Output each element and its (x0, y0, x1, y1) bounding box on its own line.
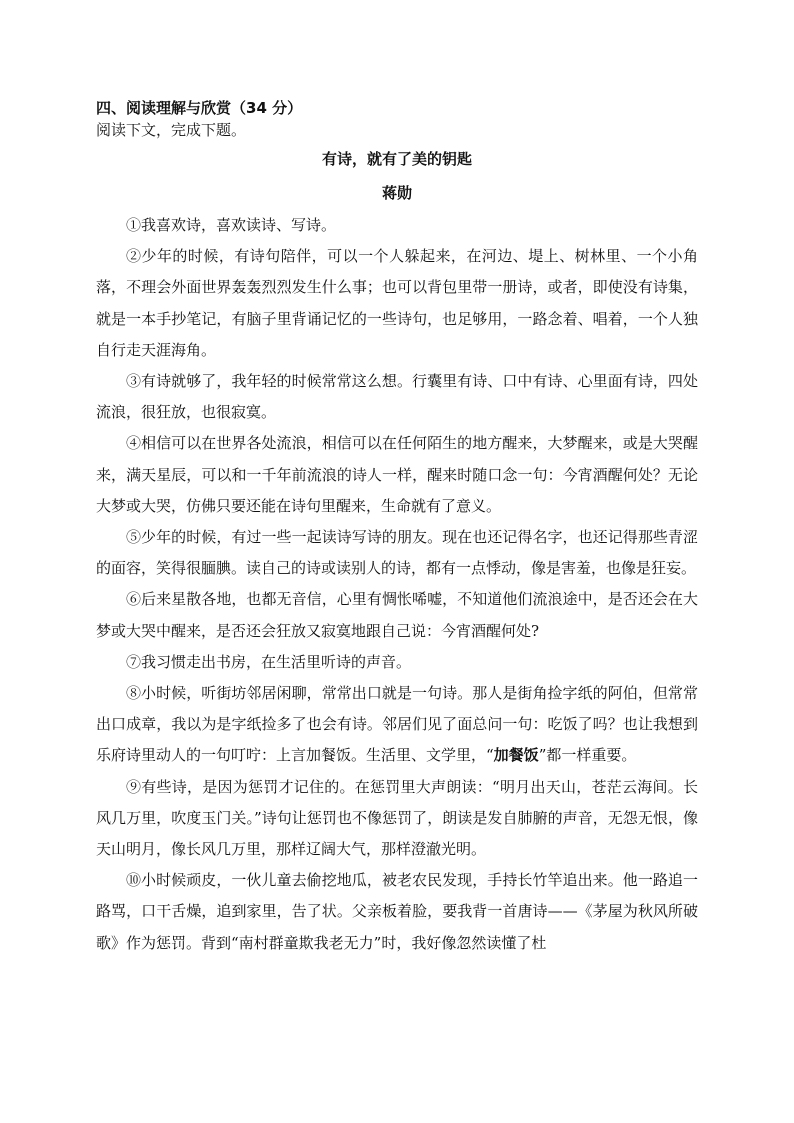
article-body (96, 210, 698, 959)
paragraph-3: ③有诗就够了，我年轻的时候常常这么想。行囊里有诗、口中有诗、心里面有诗，四处流浪，很狂放，也很寂寞。 (96, 372, 698, 422)
paragraph-10: ⑩小时候顽皮，一伙儿童去偷挖地瓜，被老农民发现，手持长竹竿追出来。他一路追一路骂，口干舌燥，追到家里，告了状。父亲板着脸，要我背一首唐诗——《茅屋为秋风所破歌》作为惩罚。背到“南村群童欺我老无力”时，我好像忽然读懂了杜 (96, 871, 698, 952)
article-title: 有诗，就有了美的钥匙 (321, 150, 472, 168)
paragraph-8 (96, 678, 698, 772)
paragraph-1: ①我喜欢诗，喜欢读诗、写诗。 (126, 216, 337, 234)
paragraph-8-text-after: ”都一样重要。 (538, 746, 637, 765)
paragraph-6: ⑥后来星散各地，也都无音信，心里有惆怅唏嘘，不知道他们流浪途中，是否还会在大梦或大哭中醒来，是否还会狂放又寂寞地跟自己说：今宵酒醒何处? (96, 590, 698, 640)
paragraph-8-text-before: ⑧小时候，听街坊邻居闲聊，常常出口就是一句诗。那人是街角捡字纸的阿伯，但常常出口成章，我以为是字纸捡多了也会有诗。邻居们见了面总问一句：吃饭了吗？也让我想到乐府诗里动人的一句叮咛：上言加餐饭。生活里、文学里，“ (96, 684, 698, 765)
paragraph-9: ⑨有些诗，是因为惩罚才记住的。在惩罚里大声朗读：“明月出天山，苍茫云海间。长风几万里，吹度玉门关。”诗句让惩罚也不像惩罚了，朗读是发自肺腑的声音，无怨无恨，像天山明月，像长风几万里，那样辽阔大气，那样澄澈光明。 (96, 777, 698, 859)
paragraph-5: ⑤少年的时候，有过一些一起读诗写诗的朋友。现在也还记得名字，也还记得那些青涩的面容，笑得很腼腆。读自己的诗或读别人的诗，都有一点悸动，像是害羞，也像是狂妄。 (96, 528, 698, 578)
paragraph-7: ⑦我习惯走出书房，在生活里听诗的声音。 (126, 652, 412, 671)
article-author: 蒋勋 (381, 184, 412, 202)
section-instruction: 阅读下文，完成下题。 (96, 121, 247, 139)
paragraph-4: ④相信可以在世界各处流浪，相信可以在任何陌生的地方醒来，大梦醒来，或是大哭醒来，满天星辰，可以和一千年前流浪的诗人一样，醒来时随口念一句：今宵酒醒何处？无论大梦或大哭，仿佛只要还能在诗句里醒来，生命就有了意义。 (96, 434, 698, 515)
paragraph-2: ②少年的时候，有诗句陪伴，可以一个人躲起来，在河边、堤上、树林里、一个小角落，不理会外面世界轰轰烈烈发生什么事；也可以背包里带一册诗，或者，即使没有诗集，就是一本手抄笔记，有脑子里背诵记忆的一些诗句，也足够用，一路念着、唱着，一个人独自行走天涯海角。 (96, 247, 698, 359)
section-heading: 四、阅读理解与欣赏（34 分） (96, 99, 303, 117)
paragraph-8-emphasis: 加餐饭 (493, 746, 539, 765)
